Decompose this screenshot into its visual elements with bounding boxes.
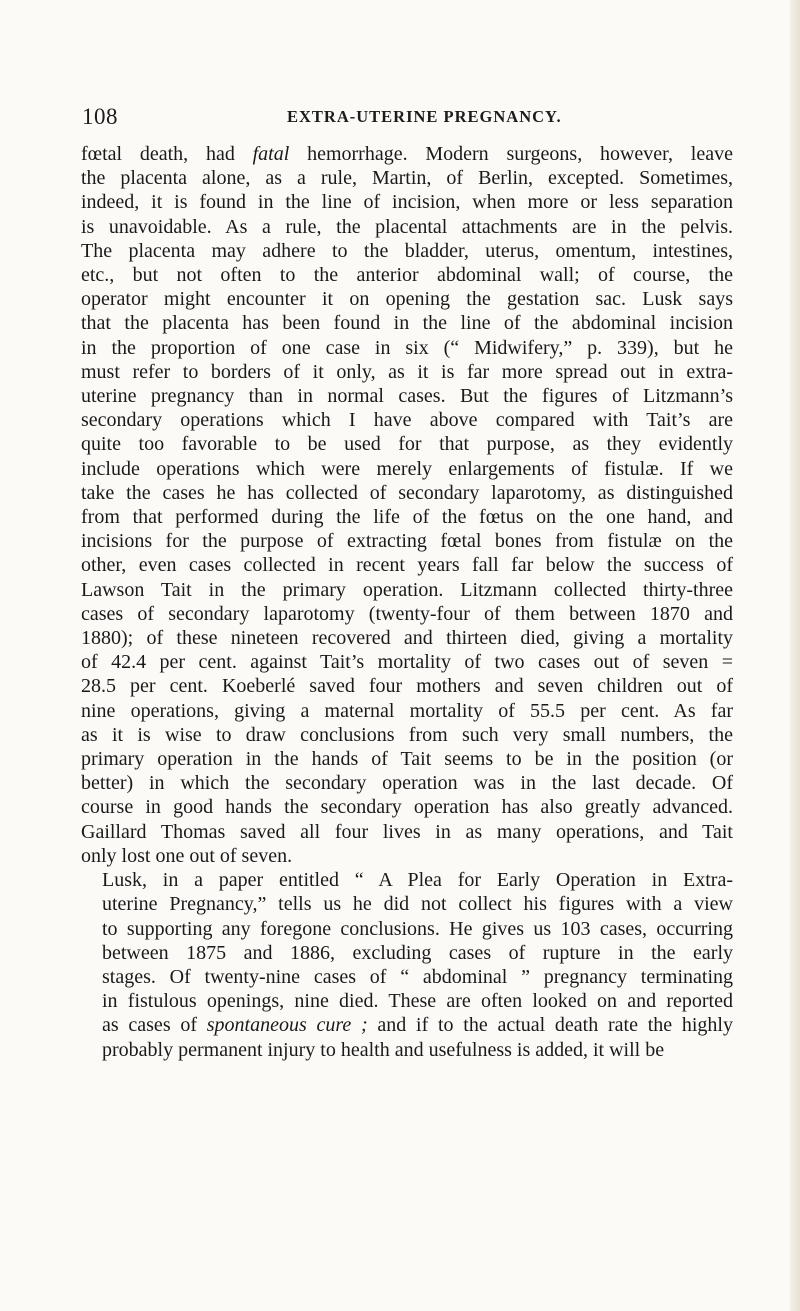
running-head: EXTRA-UTERINE PREGNANCY. bbox=[287, 107, 562, 126]
text-line: course in good hands the secondary operation has also greatly advanced. bbox=[81, 796, 733, 819]
text-line: 1880); of these nineteen recovered and thirteen died, giving a mortality bbox=[81, 627, 733, 650]
text-line: probably permanent injury to health and usefulness is added, it will be bbox=[102, 1038, 665, 1061]
italic-phrase: fatal bbox=[252, 143, 290, 165]
text-line: fœtal death, had fatal hemorrhage. Modern surgeons, however, leave bbox=[81, 143, 733, 165]
paragraph bbox=[81, 142, 733, 868]
text-line: in fistulous openings, nine died. These are often looked on and reported bbox=[102, 990, 733, 1013]
page-header bbox=[82, 104, 742, 130]
text-line: Lusk, in a paper entitled “ A Plea for Early Operation in Extra- bbox=[102, 869, 733, 892]
paragraph bbox=[81, 868, 733, 1062]
text-line: as cases of spontaneous cure ; and if to the actual death rate the highly bbox=[102, 1014, 733, 1037]
text-line: the placenta alone, as a rule, Martin, of Berlin, excepted. Sometimes, bbox=[81, 167, 733, 190]
text-line: incisions for the purpose of extracting fœtal bones from fistulæ on the bbox=[81, 530, 733, 553]
text-line: primary operation in the hands of Tait seems to be in the position (or bbox=[81, 748, 733, 771]
text-line: better) in which the secondary operation was in the last decade. Of bbox=[81, 772, 733, 795]
body-text bbox=[81, 142, 733, 1062]
text-line: take the cases he has collected of secondary laparotomy, as distinguished bbox=[81, 481, 733, 504]
text-line: between 1875 and 1886, excluding cases of rupture in the early bbox=[102, 941, 733, 964]
text-line: nine operations, giving a maternal mortality of 55.5 per cent. As far bbox=[81, 699, 733, 722]
text-line: in the proportion of one case in six (“ Midwifery,” p. 339), but he bbox=[81, 336, 733, 359]
text-line: quite too favorable to be used for that purpose, as they evidently bbox=[81, 433, 733, 456]
text-line: 28.5 per cent. Koeberlé saved four mothers and seven children out of bbox=[81, 675, 733, 698]
text-line: of 42.4 per cent. against Tait’s mortality of two cases out of seven = bbox=[81, 651, 733, 674]
text-line: from that performed during the life of the fœtus on the one hand, and bbox=[81, 506, 733, 529]
text-line: to supporting any foregone conclusions. He gives us 103 cases, occurring bbox=[102, 917, 733, 940]
text-line: Gaillard Thomas saved all four lives in as many operations, and Tait bbox=[81, 820, 733, 843]
page-number: 108 bbox=[82, 104, 118, 129]
italic-phrase: spontaneous cure ; bbox=[206, 1014, 368, 1037]
text-line: as it is wise to draw conclusions from such very small numbers, the bbox=[81, 723, 733, 746]
text-line: operator might encounter it on opening the gestation sac. Lusk says bbox=[81, 288, 733, 311]
text-line: only lost one out of seven. bbox=[81, 844, 293, 867]
text-line: uterine Pregnancy,” tells us he did not collect his figures with a view bbox=[102, 893, 733, 916]
text-line: must refer to borders of it only, as it is far more spread out in extra- bbox=[81, 360, 733, 383]
text-line: other, even cases collected in recent years fall far below the success of bbox=[81, 554, 733, 577]
text-line: indeed, it is found in the line of incision, when more or less separation bbox=[81, 191, 733, 214]
text-line: The placenta may adhere to the bladder, uterus, omentum, intestines, bbox=[81, 239, 733, 262]
text-line: include operations which were merely enlargements of fistulæ. If we bbox=[81, 457, 733, 480]
text-line: is unavoidable. As a rule, the placental attachments are in the pelvis. bbox=[81, 215, 733, 238]
text-line: cases of secondary laparotomy (twenty-four of them between 1870 and bbox=[81, 602, 733, 625]
page-edge-shadow bbox=[790, 0, 800, 1311]
text-line: that the placenta has been found in the line of the abdominal incision bbox=[81, 312, 733, 335]
text-line: Lawson Tait in the primary operation. Litzmann collected thirty-three bbox=[81, 578, 733, 601]
text-line: etc., but not often to the anterior abdominal wall; of course, the bbox=[81, 264, 733, 287]
text-line: secondary operations which I have above compared with Tait’s are bbox=[81, 409, 733, 432]
text-line: stages. Of twenty-nine cases of “ abdominal ” pregnancy terminating bbox=[102, 965, 733, 988]
text-line: uterine pregnancy than in normal cases. But the figures of Litzmann’s bbox=[81, 385, 733, 408]
